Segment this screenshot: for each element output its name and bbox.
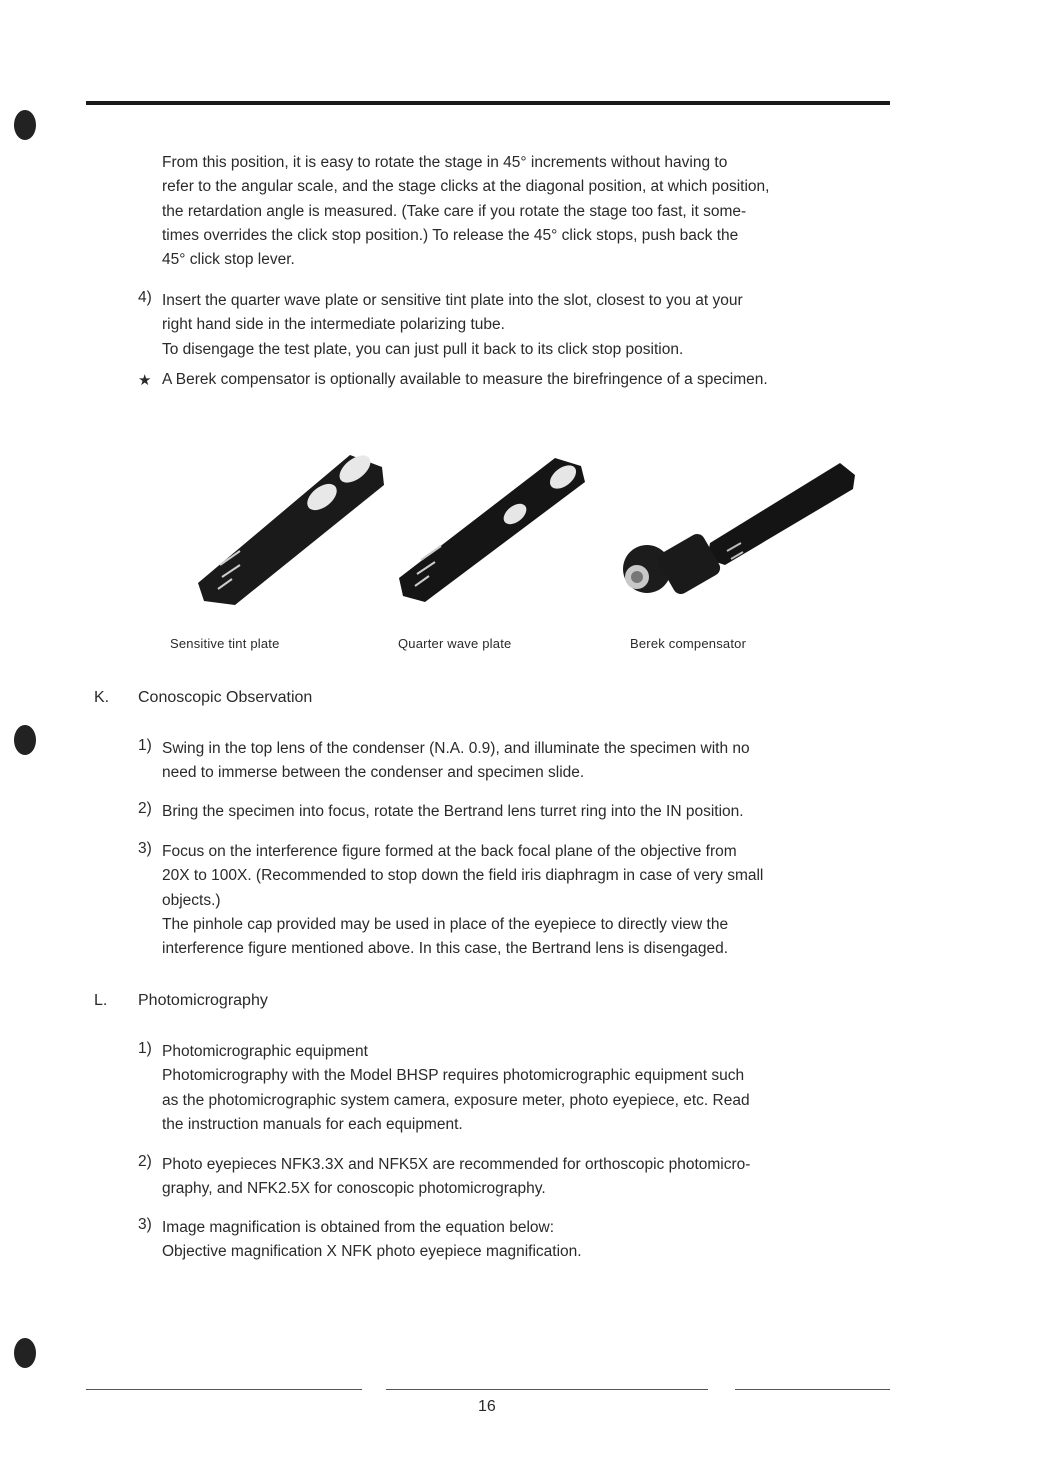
l-item-3-text (162, 1216, 882, 1265)
l-item-2-number: 2) (138, 1153, 152, 1170)
section-k-letter: K. (94, 689, 110, 706)
text-line: Photo eyepieces NFK3.3X and NFK5X are recommended for orthoscopic photomicro- (162, 1156, 751, 1173)
text-line: To disengage the test plate, you can just pull it back to its click stop position. (162, 340, 684, 358)
intro-paragraph (162, 151, 882, 272)
l-item-2-text (162, 1153, 882, 1202)
k-item-3-number: 3) (138, 840, 152, 857)
l-item-3-number: 3) (138, 1216, 152, 1233)
k-item-1-number: 1) (138, 737, 152, 754)
text-line: Objective magnification X NFK photo eyepiece magnification. (162, 1243, 582, 1261)
punch-hole-bottom (14, 1338, 36, 1368)
text-line: 45° click stop lever. (162, 251, 295, 269)
k-item-2-number: 2) (138, 800, 152, 817)
section-l-title: Photomicrography (138, 992, 268, 1009)
star-bullet: ★ (138, 372, 152, 389)
item-4-number: 4) (138, 289, 152, 306)
text-line: Photomicrographic equipment (162, 1043, 368, 1060)
footer-rule (735, 1389, 890, 1390)
footer-rule (86, 1389, 362, 1390)
quarter-wave-plate-image (395, 450, 605, 610)
text-line: Bring the specimen into focus, rotate the Bertrand lens turret ring into the IN position. (162, 803, 744, 820)
k-item-3-text (162, 840, 882, 961)
punch-hole-top (14, 110, 36, 140)
l-item-1-number: 1) (138, 1040, 152, 1057)
text-line: 20X to 100X. (Recommended to stop down the field iris diaphragm in case of very small (162, 867, 764, 885)
text-line: objects.) (162, 891, 221, 909)
text-line: the retardation angle is measured. (Take care if you rotate the stage too fast, it some- (162, 202, 747, 220)
footer-rule (386, 1389, 708, 1390)
k-item-2-text (162, 800, 882, 824)
text-line: Swing in the top lens of the condenser (N.A. 0.9), and illuminate the specimen with no (162, 740, 750, 757)
text-line: as the photomicrographic system camera, exposure meter, photo eyepiece, etc. Read (162, 1091, 750, 1109)
page-number: 16 (478, 1398, 496, 1415)
k-item-1-text (162, 737, 882, 786)
item-4-text (162, 289, 882, 362)
section-l-letter: L. (94, 992, 108, 1009)
text-line: right hand side in the intermediate polarizing tube. (162, 316, 505, 334)
sensitive-tint-plate-image (190, 445, 400, 615)
text-line: need to immerse between the condenser and specimen slide. (162, 764, 585, 782)
figure-caption: Berek compensator (630, 636, 747, 651)
text-line: times overrides the click stop position.) To release the 45° click stops, push back the (162, 226, 739, 244)
text-line: Image magnification is obtained from the equation below: (162, 1219, 555, 1236)
berek-compensator-image (615, 455, 865, 615)
figure-caption: Quarter wave plate (398, 636, 512, 651)
text-line: graphy, and NFK2.5X for conoscopic photomicrography. (162, 1180, 546, 1198)
note-text: A Berek compensator is optionally available to measure the birefringence of a specimen. (162, 371, 768, 388)
header-rule (86, 101, 890, 105)
text-line: the instruction manuals for each equipment. (162, 1115, 463, 1133)
text-line: Photomicrography with the Model BHSP requires photomicrographic equipment such (162, 1067, 745, 1085)
text-line: interference figure mentioned above. In this case, the Bertrand lens is disengaged. (162, 940, 729, 958)
text-line: Insert the quarter wave plate or sensitive tint plate into the slot, closest to you at your (162, 292, 743, 309)
text-line: From this position, it is easy to rotate the stage in 45° increments without having to (162, 154, 728, 171)
l-item-1-text (162, 1040, 882, 1137)
text-line: Focus on the interference figure formed at the back focal plane of the objective from (162, 843, 737, 860)
section-k-title: Conoscopic Observation (138, 689, 313, 706)
punch-hole-middle (14, 725, 36, 755)
figure-caption: Sensitive tint plate (170, 636, 280, 651)
text-line: refer to the angular scale, and the stage clicks at the diagonal position, at which position, (162, 178, 770, 196)
text-line: The pinhole cap provided may be used in place of the eyepiece to directly view the (162, 915, 729, 933)
